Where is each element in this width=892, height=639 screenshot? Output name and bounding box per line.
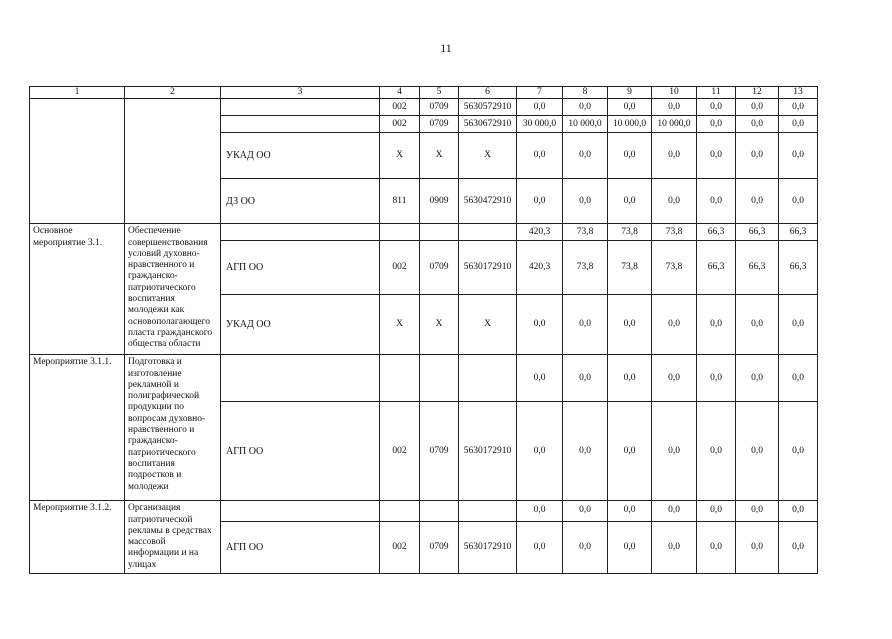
executor-cell: АГП ОО (221, 402, 380, 501)
rzpr-cell: 0709 (420, 99, 459, 116)
value-cell: 0,0 (736, 521, 779, 574)
value-cell: 0,0 (517, 99, 563, 116)
value-cell: 0,0 (779, 295, 818, 355)
grbs-cell (380, 501, 420, 521)
value-cell: 0,0 (608, 355, 652, 402)
rzpr-cell (420, 501, 459, 521)
value-cell: 0,0 (736, 179, 779, 224)
value-cell: 0,0 (517, 501, 563, 521)
header-cell: 8 (563, 87, 608, 99)
value-cell: 0,0 (652, 501, 697, 521)
value-cell: 0,0 (563, 355, 608, 402)
value-cell: 420,3 (517, 241, 563, 295)
activity-description-cell: Обеспечение совершенствования условий духовно-нравственного и гражданско-патриотического воспитания молодежи как основополагающего пласта гражданского общества области (125, 224, 221, 355)
empty-activity-cell (30, 99, 125, 224)
value-cell: 0,0 (608, 99, 652, 116)
csr-cell (459, 501, 517, 521)
value-cell: 73,8 (652, 224, 697, 241)
header-cell: 4 (380, 87, 420, 99)
value-cell: 0,0 (736, 99, 779, 116)
value-cell: 66,3 (736, 224, 779, 241)
value-cell: 66,3 (697, 241, 736, 295)
csr-cell: 5630172910 (459, 521, 517, 574)
activity-name-cell: Мероприятие 3.1.2. (30, 501, 125, 574)
value-cell: 0,0 (608, 501, 652, 521)
value-cell: 0,0 (736, 355, 779, 402)
table-row (30, 99, 818, 116)
value-cell: 0,0 (697, 501, 736, 521)
value-cell: 66,3 (736, 241, 779, 295)
rzpr-cell: Х (420, 295, 459, 355)
header-cell: 5 (420, 87, 459, 99)
value-cell: 0,0 (736, 402, 779, 501)
grbs-cell: 002 (380, 241, 420, 295)
value-cell: 0,0 (736, 295, 779, 355)
empty-description-cell (125, 99, 221, 224)
rzpr-cell: 0709 (420, 402, 459, 501)
csr-cell: 5630572910 (459, 99, 517, 116)
executor-cell: УКАД ОО (221, 295, 380, 355)
value-cell: 0,0 (517, 133, 563, 179)
value-cell: 0,0 (652, 295, 697, 355)
value-cell: 0,0 (517, 355, 563, 402)
value-cell: 0,0 (563, 501, 608, 521)
executor-cell: АГП ОО (221, 521, 380, 574)
activity-name-cell: Мероприятие 3.1.1. (30, 355, 125, 501)
csr-cell: Х (459, 295, 517, 355)
value-cell: 10 000,0 (652, 116, 697, 133)
value-cell: 0,0 (697, 133, 736, 179)
value-cell: 0,0 (652, 402, 697, 501)
value-cell: 0,0 (563, 402, 608, 501)
value-cell: 0,0 (779, 402, 818, 501)
csr-cell (459, 224, 517, 241)
value-cell: 0,0 (697, 402, 736, 501)
value-cell: 0,0 (779, 133, 818, 179)
value-cell: 73,8 (652, 241, 697, 295)
value-cell: 0,0 (517, 402, 563, 501)
value-cell: 66,3 (697, 224, 736, 241)
value-cell: 0,0 (563, 179, 608, 224)
header-cell: 9 (608, 87, 652, 99)
value-cell: 66,3 (779, 241, 818, 295)
executor-cell (221, 501, 380, 521)
value-cell: 0,0 (779, 179, 818, 224)
value-cell: 73,8 (608, 224, 652, 241)
grbs-cell: 002 (380, 116, 420, 133)
header-row (30, 87, 818, 99)
value-cell: 0,0 (779, 99, 818, 116)
value-cell: 0,0 (697, 179, 736, 224)
value-cell: 0,0 (779, 355, 818, 402)
value-cell: 0,0 (652, 99, 697, 116)
value-cell: 0,0 (779, 116, 818, 133)
header-cell: 10 (652, 87, 697, 99)
csr-cell: 5630672910 (459, 116, 517, 133)
value-cell: 0,0 (608, 295, 652, 355)
value-cell: 10 000,0 (563, 116, 608, 133)
rzpr-cell: 0909 (420, 179, 459, 224)
header-cell: 12 (736, 87, 779, 99)
value-cell: 0,0 (517, 295, 563, 355)
value-cell: 0,0 (697, 295, 736, 355)
grbs-cell (380, 224, 420, 241)
activity-description-cell: Подготовка и изготовление рекламной и полиграфической продукции по вопросам духовно-нравственного и гражданско-патриотического воспитания подростков и молодежи (125, 355, 221, 501)
value-cell: 0,0 (563, 521, 608, 574)
table-row (30, 355, 818, 402)
header-cell: 6 (459, 87, 517, 99)
value-cell: 66,3 (779, 224, 818, 241)
value-cell: 0,0 (652, 521, 697, 574)
header-cell: 2 (125, 87, 221, 99)
grbs-cell: 002 (380, 521, 420, 574)
value-cell: 73,8 (563, 241, 608, 295)
executor-cell (221, 99, 380, 116)
grbs-cell (380, 355, 420, 402)
value-cell: 420,3 (517, 224, 563, 241)
header-cell: 11 (697, 87, 736, 99)
activity-description-cell: Организация патриотической рекламы в средствах массовой информации и на улицах (125, 501, 221, 574)
csr-cell: 5630472910 (459, 179, 517, 224)
rzpr-cell: 0709 (420, 116, 459, 133)
value-cell: 0,0 (779, 501, 818, 521)
header-cell: 13 (779, 87, 818, 99)
executor-cell: АГП ОО (221, 241, 380, 295)
value-cell: 30 000,0 (517, 116, 563, 133)
grbs-cell: Х (380, 133, 420, 179)
rzpr-cell: 0709 (420, 521, 459, 574)
csr-cell (459, 355, 517, 402)
value-cell: 0,0 (652, 179, 697, 224)
csr-cell: Х (459, 133, 517, 179)
value-cell: 0,0 (517, 179, 563, 224)
grbs-cell: 002 (380, 99, 420, 116)
rzpr-cell: Х (420, 133, 459, 179)
value-cell: 0,0 (608, 133, 652, 179)
value-cell: 0,0 (697, 99, 736, 116)
value-cell: 0,0 (652, 355, 697, 402)
value-cell: 10 000,0 (608, 116, 652, 133)
value-cell: 0,0 (563, 295, 608, 355)
table-row (30, 224, 818, 241)
value-cell: 0,0 (652, 133, 697, 179)
executor-cell (221, 355, 380, 402)
grbs-cell: 002 (380, 402, 420, 501)
grbs-cell: 811 (380, 179, 420, 224)
csr-cell: 5630172910 (459, 241, 517, 295)
value-cell: 0,0 (736, 501, 779, 521)
value-cell: 0,0 (608, 521, 652, 574)
budget-table (29, 86, 818, 574)
value-cell: 0,0 (563, 133, 608, 179)
value-cell: 0,0 (736, 116, 779, 133)
header-cell: 7 (517, 87, 563, 99)
value-cell: 0,0 (563, 99, 608, 116)
header-cell: 3 (221, 87, 380, 99)
header-cell: 1 (30, 87, 125, 99)
value-cell: 0,0 (697, 116, 736, 133)
rzpr-cell (420, 224, 459, 241)
table-row (30, 501, 818, 521)
executor-cell: ДЗ ОО (221, 179, 380, 224)
value-cell: 0,0 (779, 521, 818, 574)
value-cell: 73,8 (563, 224, 608, 241)
grbs-cell: Х (380, 295, 420, 355)
executor-cell (221, 116, 380, 133)
value-cell: 0,0 (697, 355, 736, 402)
value-cell: 0,0 (517, 521, 563, 574)
rzpr-cell: 0709 (420, 241, 459, 295)
value-cell: 0,0 (608, 402, 652, 501)
executor-cell: УКАД ОО (221, 133, 380, 179)
rzpr-cell (420, 355, 459, 402)
activity-name-cell: Основное мероприятие 3.1. (30, 224, 125, 355)
value-cell: 0,0 (697, 521, 736, 574)
value-cell: 73,8 (608, 241, 652, 295)
csr-cell: 5630172910 (459, 402, 517, 501)
page-number: 11 (440, 41, 452, 55)
value-cell: 0,0 (736, 133, 779, 179)
value-cell: 0,0 (608, 179, 652, 224)
executor-cell (221, 224, 380, 241)
